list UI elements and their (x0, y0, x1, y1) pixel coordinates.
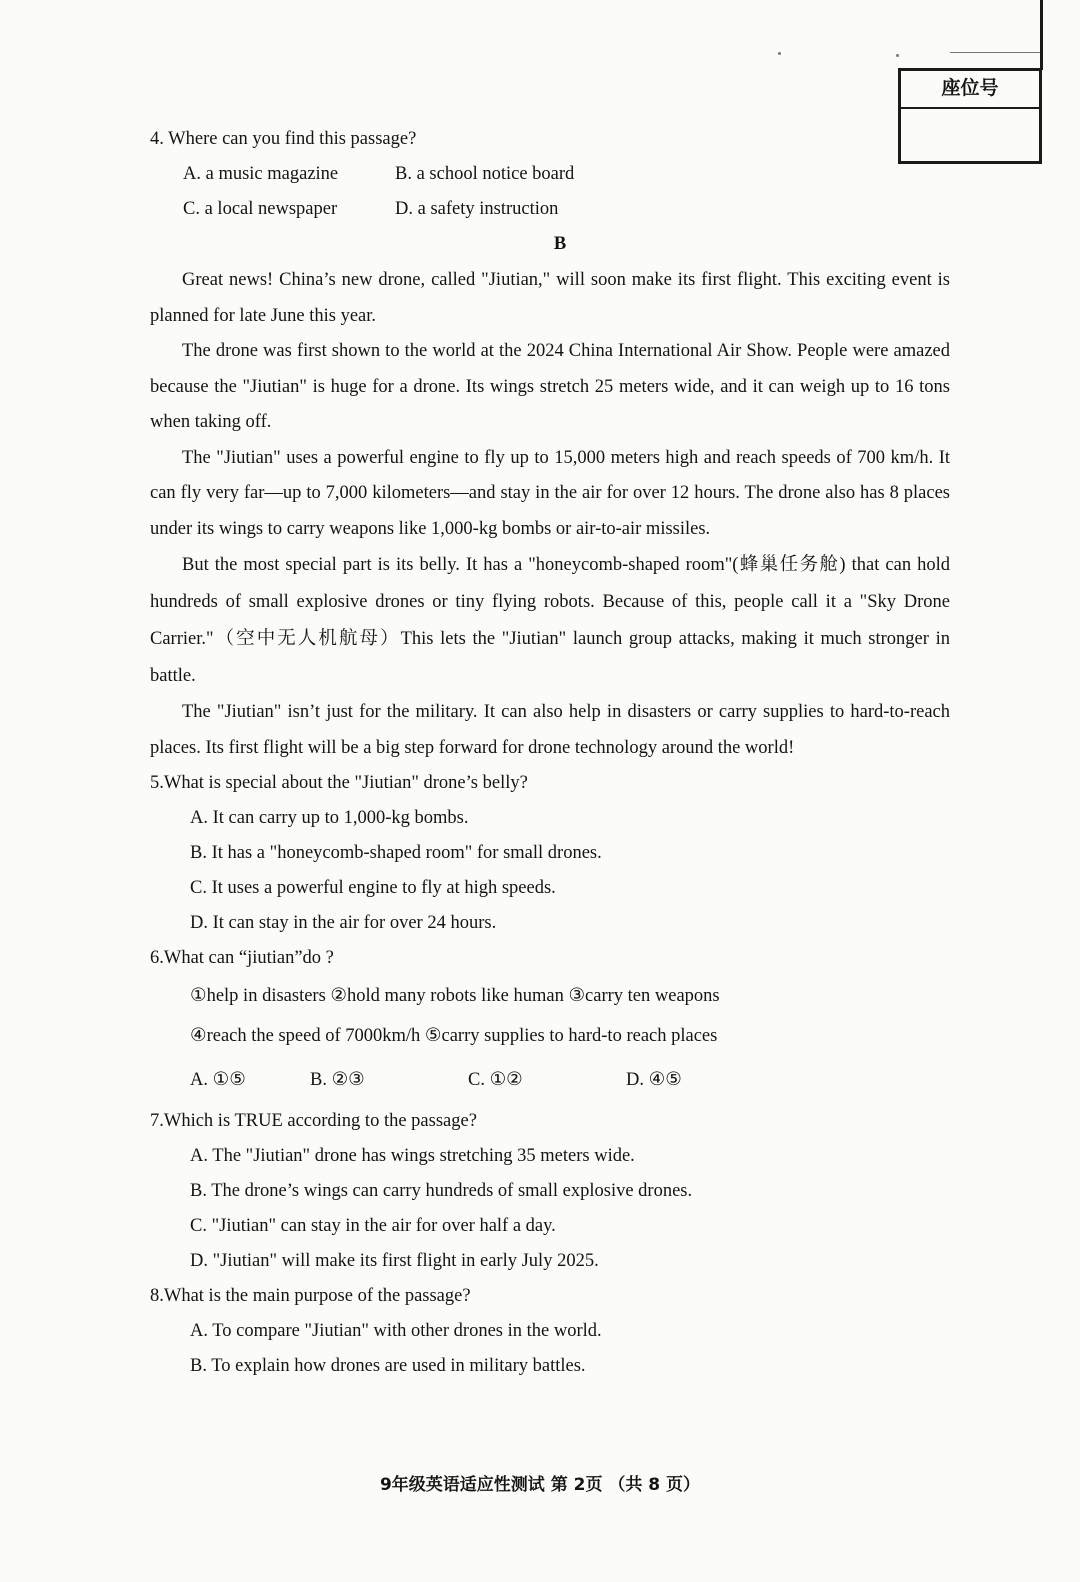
exam-content (150, 122, 950, 1384)
question-6: 6.What can “jiutian”do ? (150, 948, 334, 968)
option-c: C. It uses a powerful engine to fly at high speeds. (190, 878, 556, 898)
question-4-options-row-1 (150, 157, 950, 192)
question-6-choices (150, 1056, 950, 1104)
passage-paragraph-1: Great news! China’s new drone, called "Jiutian," will soon make its first flight. This exciting event is planned for late June this year. (150, 270, 950, 326)
corner-border-line-horizontal (950, 52, 1040, 53)
passage-paragraph-2: The drone was first shown to the world at the 2024 China International Air Show. People were amazed because the "Jiutian" is huge for a drone. Its wings stretch 25 meters wide, and it can weigh up to 16 tons when taking off. (150, 341, 950, 432)
question-6-items-line-1: ①help in disasters ②hold many robots like human ③carry ten weapons (190, 986, 720, 1006)
option-b: B. a school notice board (395, 164, 575, 184)
option-a: A. The "Jiutian" drone has wings stretching 35 meters wide. (190, 1146, 635, 1166)
option-d: D. It can stay in the air for over 24 hours. (190, 913, 497, 933)
question-8: 8.What is the main purpose of the passage? (150, 1286, 471, 1306)
passage-paragraph-5: The "Jiutian" isn’t just for the military. It can also help in disasters or carry supplies to hard-to-reach places. Its first flight will be a big step forward for drone technology around the world! (150, 702, 950, 758)
option-c: C. a local newspaper (183, 199, 338, 219)
option-a: A. It can carry up to 1,000-kg bombs. (190, 808, 469, 828)
option-d: D. "Jiutian" will make its first flight in early July 2025. (190, 1251, 599, 1271)
option-b: B. ②③ (310, 1070, 365, 1090)
option-b: B. To explain how drones are used in military battles. (190, 1356, 586, 1376)
question-7: 7.Which is TRUE according to the passage? (150, 1111, 477, 1131)
corner-border-line (1040, 0, 1043, 70)
question-6-items-line-2: ④reach the speed of 7000km/h ⑤carry supplies to hard-to reach places (190, 1026, 718, 1046)
option-a: A. a music magazine (183, 164, 339, 184)
page-footer: 9年级英语适应性测试 第 2页 （共 8 页） (379, 1475, 701, 1495)
question-5: 5.What is special about the "Jiutian" drone’s belly? (150, 773, 528, 793)
passage-paragraph-3: The "Jiutian" uses a powerful engine to fly up to 15,000 meters high and reach speeds of 700 km/h. It can fly very far—up to 7,000 kilometers—and stay in the air for over 12 hours. The drone also has 8 places under its wings to carry weapons like 1,000-kg bombs or air-to-air missiles. (150, 447, 950, 539)
option-c: C. ①② (468, 1070, 523, 1090)
question-4: 4. Where can you find this passage? (150, 129, 417, 149)
option-b: B. The drone’s wings can carry hundreds of small explosive drones. (190, 1181, 693, 1201)
option-a: A. ①⑤ (190, 1070, 246, 1090)
option-d: D. a safety instruction (395, 199, 559, 219)
scan-speck (896, 54, 899, 57)
seat-number-label: 座位号 (901, 71, 1039, 109)
option-c: C. "Jiutian" can stay in the air for over half a day. (190, 1216, 556, 1236)
option-b: B. It has a "honeycomb-shaped room" for small drones. (190, 843, 602, 863)
passage-paragraph-4: But the most special part is its belly. It has a "honeycomb-shaped room"(蜂巢任务舱) that can hold hundreds of small explosive drones or tiny flying robots. Because of this, people call it a "Sky Drone Carrier."（空中无人机航母）This lets the "Jiutian" launch group attacks, making it much stronger in battle. (150, 555, 950, 686)
question-4-options-row-2 (150, 192, 950, 227)
section-heading-b: B (553, 234, 567, 254)
option-d: D. ④⑤ (626, 1070, 682, 1090)
option-a: A. To compare "Jiutian" with other drones in the world. (190, 1321, 602, 1341)
scan-speck (778, 52, 781, 55)
